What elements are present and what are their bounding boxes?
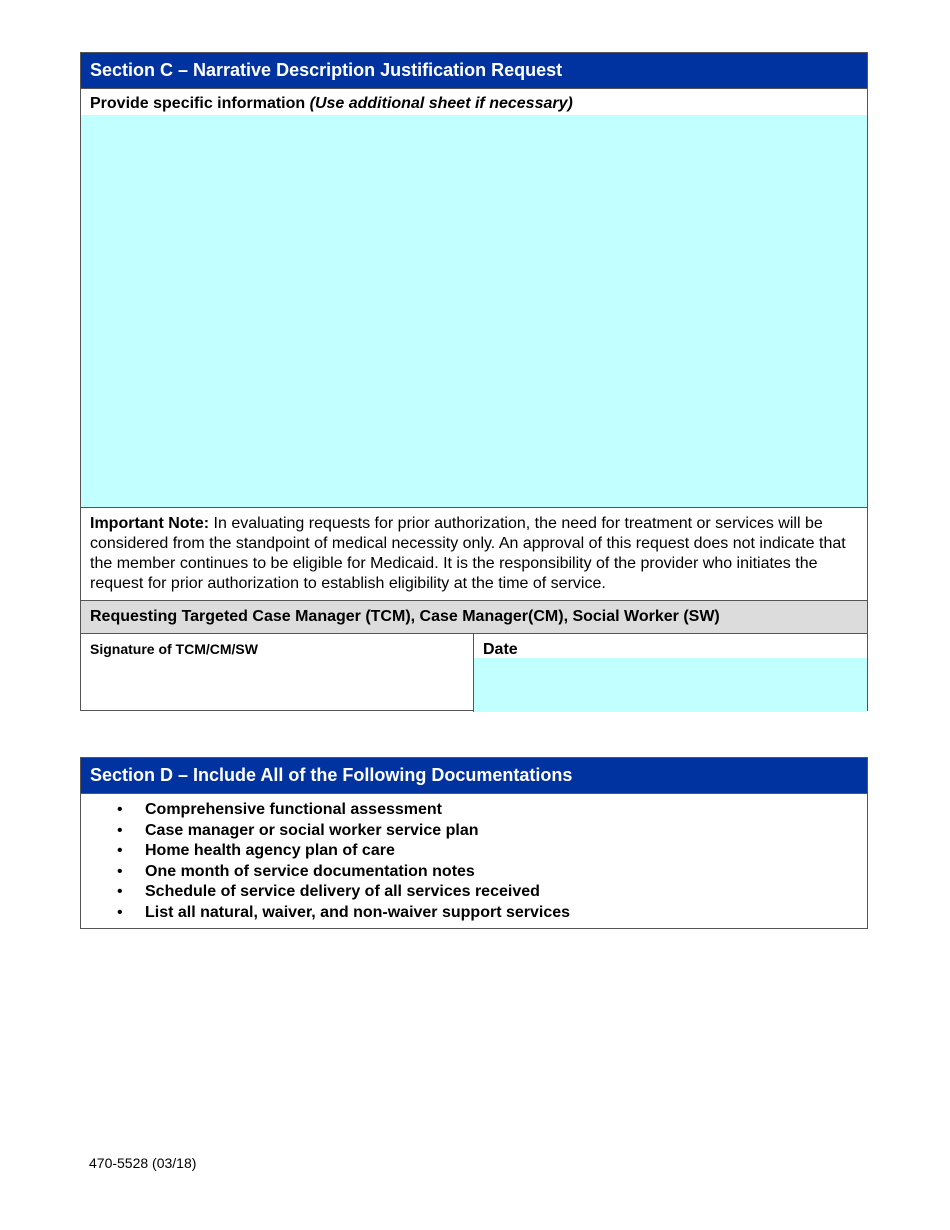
signature-row — [81, 634, 867, 712]
bullet-icon: • — [117, 903, 123, 921]
date-cell — [474, 634, 867, 712]
note-label: Important Note: — [90, 515, 210, 532]
bullet-icon: • — [117, 842, 123, 859]
signature-cell[interactable] — [81, 634, 474, 712]
narrative-field[interactable] — [81, 115, 867, 508]
bullet-icon: • — [117, 862, 123, 880]
note-text: In evaluating requests for prior authorization, the need for treatment or services will be considered from the standpoint of medical necessity only. An approval of this request does not indicate that the member continues to be eligible for Medicaid. It is the responsibility of the provider who initiates the request for prior authorization to establish eligibility at the time of service. — [90, 515, 846, 592]
section-c — [80, 52, 868, 711]
form-number: 470-5528 (03/18) — [89, 1155, 197, 1171]
list-item: • One month of service documentation notes — [81, 862, 867, 883]
section-c-header: Section C – Narrative Description Justification Request — [81, 53, 867, 89]
instruction-line — [81, 89, 867, 115]
date-field[interactable] — [474, 658, 867, 712]
bullet-icon: • — [117, 883, 123, 900]
list-item: • Comprehensive functional assessment — [81, 800, 867, 821]
bullet-icon: • — [117, 801, 123, 818]
section-d — [80, 757, 868, 929]
important-note — [81, 508, 867, 601]
list-item: • Home health agency plan of care — [81, 841, 867, 862]
list-item: • List all natural, waiver, and non-waiver support services — [81, 903, 867, 924]
list-item: • Case manager or social worker service plan — [81, 821, 867, 842]
requester-heading: Requesting Targeted Case Manager (TCM), Case Manager(CM), Social Worker (SW) — [81, 601, 867, 634]
signature-label: Signature of TCM/CM/SW — [90, 641, 258, 657]
bullet-icon: • — [117, 821, 123, 839]
section-d-header: Section D – Include All of the Following Documentations — [81, 758, 867, 794]
instruction-bold: Provide specific information — [90, 95, 310, 112]
documentation-list — [81, 794, 867, 923]
date-label: Date — [483, 641, 518, 658]
instruction-italic: (Use additional sheet if necessary) — [309, 95, 573, 112]
list-item: • Schedule of service delivery of all services received — [81, 882, 867, 903]
